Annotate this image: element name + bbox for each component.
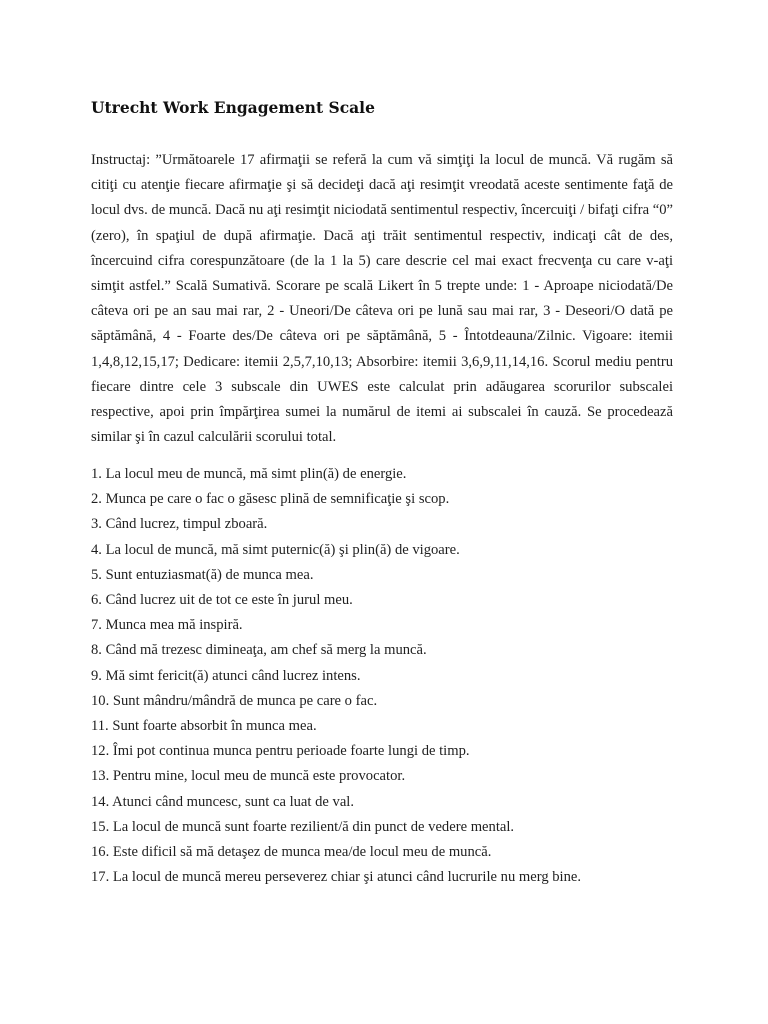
list-item: 1. La locul meu de muncă, mă simt plin(ă) de energie. xyxy=(91,466,407,482)
list-item: 16. Este dificil să mă detaşez de munca mea/de locul meu de muncă. xyxy=(91,844,492,861)
list-item: 11. Sunt foarte absorbit în munca mea. xyxy=(91,718,317,735)
list-item: 8. Când mă trezesc dimineaţa, am chef să merg la muncă. xyxy=(91,642,427,659)
statement-list xyxy=(91,462,691,890)
instructions-paragraph: Instructaj: ”Următoarele 17 afirmaţii se referă la cum vă simţiţi la locul de muncă. Vă rugăm să citiţi cu atenţie fiecare afirmaţie şi să decideţi dacă aţi resimţit vreodată aceste sentimente faţă de locul dvs. de muncă. Dacă nu aţi resimţit niciodată sentimentul respectiv, încercuiţi / bifaţi cifra “0” (zero), în spaţiul de după afirmaţie. Dacă aţi trăit sentimentul respectiv, indicaţi cât de des, încercuind cifra corespunzătoare (de la 1 la 5) care descrie cel mai exact frecvenţa cu care v-aţi simţit astfel.” Scală Sumativă. Scorare pe scală Likert în 5 trepte unde: 1 - Aproape niciodată/De câteva ori pe an sau mai rar, 2 - Uneori/De câteva ori pe lună sau mai rar, 3 - Deseori/O dată pe săptămână, 4 - Foarte des/De câteva ori pe săptămână, 5 - Întotdeauna/Zilnic. Vigoare: itemii 1,4,8,12,15,17; Dedicare: itemii 2,5,7,10,13; Absorbire: itemii 3,6,9,11,14,16. Scorul mediu pentru fiecare dintre cele 3 subscale din UWES este calculat prin adăugarea scorurilor subscalei respective, apoi prin împărţirea sumei la numărul de itemi ai subscalei în cauză. Se procedează similar şi în cazul calculării scorului total. xyxy=(91,152,673,446)
list-item: 14. Atunci când muncesc, sunt ca luat de val. xyxy=(91,793,355,810)
document-title: Utrecht Work Engagement Scale xyxy=(91,98,375,117)
list-item: 5. Sunt entuziasmat(ă) de munca mea. xyxy=(91,566,314,583)
list-item: 2. Munca pe care o fac o găsesc plină de semnificaţie şi scop. xyxy=(91,491,450,508)
list-item: 12. Îmi pot continua munca pentru perioade foarte lungi de timp. xyxy=(91,743,470,760)
list-item: 6. Când lucrez uit de tot ce este în jurul meu. xyxy=(91,592,353,609)
list-item: 3. Când lucrez, timpul zboară. xyxy=(91,516,268,533)
list-item: 13. Pentru mine, locul meu de muncă este provocator. xyxy=(91,768,406,785)
list-item: 7. Munca mea mă inspiră. xyxy=(91,617,243,634)
list-item: 4. La locul de muncă, mă simt puternic(ă) şi plin(ă) de vigoare. xyxy=(91,541,460,558)
list-item: 9. Mă simt fericit(ă) atunci când lucrez intens. xyxy=(91,667,361,684)
list-item: 10. Sunt mândru/mândră de munca pe care o fac. xyxy=(91,692,378,709)
list-item: 17. La locul de muncă mereu perseverez chiar şi atunci când lucrurile nu merg bine. xyxy=(91,869,582,886)
list-item: 15. La locul de muncă sunt foarte rezilient/ă din punct de vedere mental. xyxy=(91,818,515,835)
